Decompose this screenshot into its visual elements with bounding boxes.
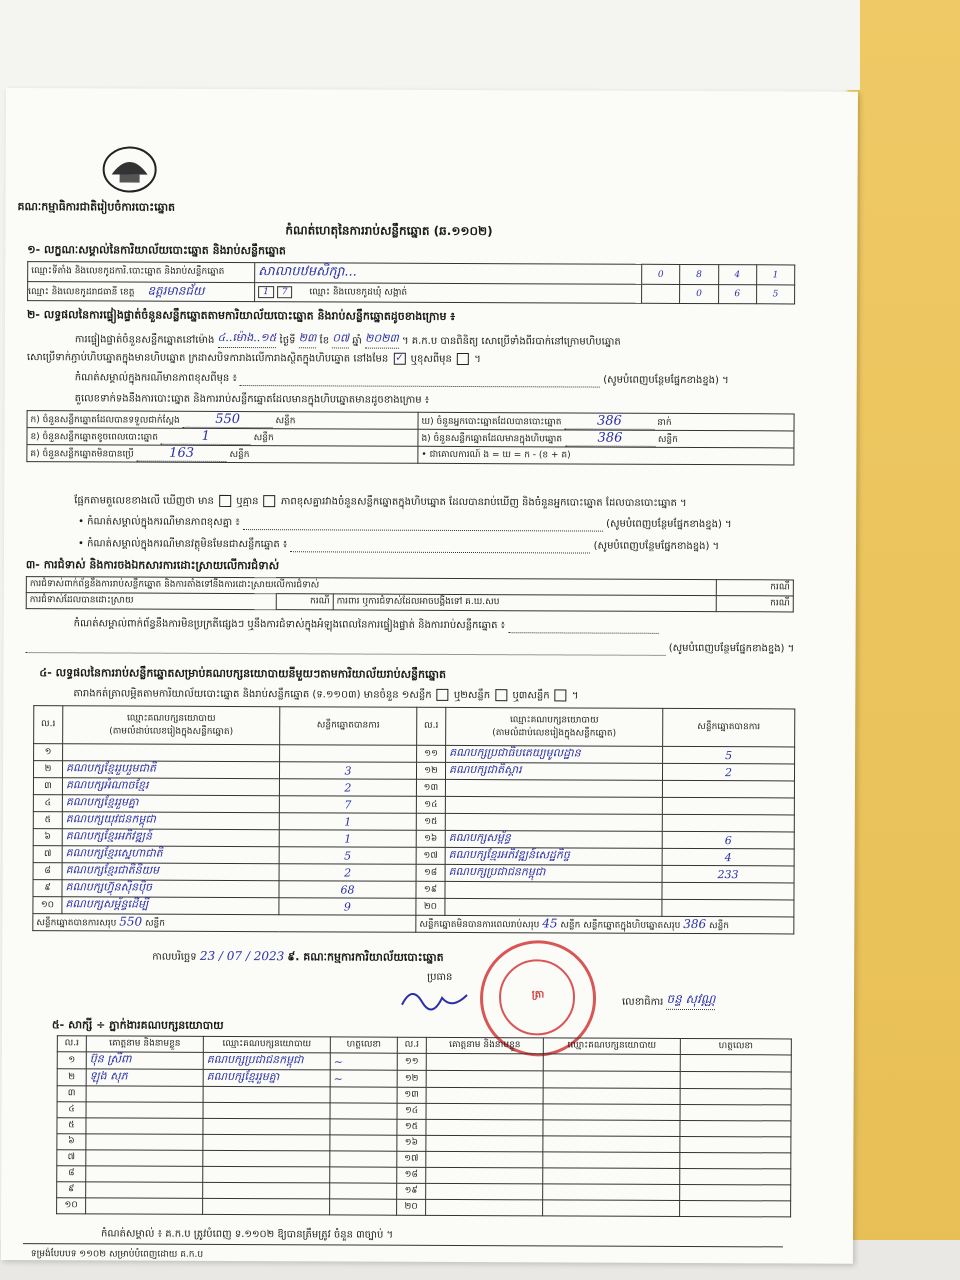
party-name (445, 796, 662, 814)
col-no-left: ល.រ (34, 706, 63, 744)
witness-no: ១៦ (397, 1135, 426, 1151)
footer-text: ទម្រង់បែបបទ ១១០២ សម្រាប់បំពេញដោយ គ.ក.ប (30, 1249, 204, 1260)
party-votes: 2 (279, 779, 416, 797)
count-b-value: 1 (161, 429, 251, 445)
witness-party (203, 1118, 330, 1135)
section3-note (74, 616, 659, 634)
party-no: ៧ (33, 846, 62, 863)
bullet2-hint: (សូមបំពេញបន្ថែមផ្នែកខាងខ្នង) ។ (593, 540, 720, 553)
party-name: គណបក្សហ៊្វុនស៊ិនប៉ិច (62, 880, 279, 898)
witness-name (86, 1118, 203, 1135)
party-name: គណបក្សខ្មែររួមគ្នា (62, 795, 279, 813)
witness-name (426, 1135, 543, 1152)
col-party-left-title: ឈ្មោះគណបក្សនយោបាយ (126, 713, 216, 724)
count-d-value: 386 (564, 413, 654, 429)
line5b-text: ឬគ្មាន (236, 496, 259, 508)
witness-no: ២០ (397, 1199, 426, 1215)
witness-name (426, 1119, 543, 1136)
total-valid-cell (33, 914, 416, 933)
witness-party (203, 1166, 330, 1183)
witness-name (426, 1070, 543, 1088)
witness-name (426, 1183, 543, 1200)
party-votes: 9 (279, 898, 416, 916)
witness-party (203, 1102, 330, 1119)
party-name: គណបក្សប្រជាជនកម្ពុជា (445, 864, 662, 882)
election-committee-logo-icon (102, 144, 158, 194)
section2-line3 (75, 370, 729, 388)
w-col-sign-right: ហត្ថលេខា (680, 1038, 791, 1054)
witness-signature (330, 1199, 397, 1215)
two-sheet-checkbox[interactable] (495, 689, 507, 701)
col-no-right: ល.រ (417, 707, 446, 745)
section1-table (27, 261, 795, 304)
party-no: ១៩ (416, 881, 445, 898)
witness-no: ១១ (397, 1053, 426, 1070)
witness-signature (330, 1151, 397, 1167)
witness-no: ១៧ (397, 1151, 426, 1167)
total-box-value: 386 (683, 916, 707, 932)
bullet2 (78, 536, 719, 554)
total-invalid-unit: សន្លឹក (560, 920, 581, 931)
party-no: ១៨ (416, 864, 445, 881)
row1-value: សាលាបឋមសិក្សា... (258, 264, 357, 280)
counts-row (27, 445, 794, 465)
row1-code-3: 4 (718, 265, 756, 285)
count-c-value: 163 (137, 446, 227, 462)
witness-party (203, 1182, 330, 1199)
total-valid-value: 550 (119, 914, 143, 929)
objection-resolved-unit: ករណី (276, 594, 333, 610)
form-title: កំណត់ហេតុនៃការរាប់សន្លឹកឆ្នោត (ឆ.១១០២) (285, 223, 493, 239)
witness-name (426, 1053, 543, 1071)
witness-no: ១២ (397, 1070, 426, 1087)
witness-no: ១០ (57, 1198, 86, 1214)
count-b-unit: សន្លឹក (253, 433, 274, 444)
date-label: ថ្ងៃទី (279, 335, 296, 347)
party-no: ៦ (33, 829, 62, 846)
party-no: ១០ (33, 897, 62, 914)
election-form-paper (1, 88, 858, 1264)
witness-no: ៧ (57, 1150, 86, 1166)
section2-line4: តួលេខទាក់ទងនឹងការបោះឆ្នោត និងការរាប់សន្លឹកឆ្នោតដែលមានក្នុងហិបឆ្នោតមានដូចខាងក្រោម ៖ (74, 393, 430, 406)
witness-signature (330, 1119, 397, 1135)
count-e-value: 386 (565, 430, 655, 446)
witness-party (203, 1134, 330, 1151)
row1-code-2: 8 (680, 264, 718, 284)
section4-title: ៤- លទ្ធផលនៃការរាប់សន្លឹកឆ្នោតសម្រាប់គណបក្សនយោបាយនីមួយៗតាមការិយាល័យរាប់សន្លឹកឆ្នោត (39, 666, 446, 681)
has-difference-checkbox[interactable] (219, 495, 231, 507)
party-name (445, 898, 662, 916)
party-votes: 1 (279, 813, 416, 831)
party-no: ១៥ (416, 813, 445, 830)
party-votes (662, 882, 794, 900)
witness-name (86, 1150, 203, 1167)
witness-party (543, 1071, 680, 1089)
witness-signature (680, 1184, 791, 1200)
count-c-label: គ) ចំនួនសន្លឹកឆ្នោតមិនបានប្រើ (30, 449, 134, 460)
count-d-label: ឃ) ចំនួនអ្នកបោះឆ្នោតដែលបានបោះឆ្នោត (421, 416, 562, 428)
row2-code2-3: 5 (756, 285, 794, 304)
line5c-text: ភាពខុសគ្នារវាងចំនួនសន្លឹកឆ្នោតក្នុងហិបឆ្នោត ដែលបានរាប់ឃើញ និងចំនួនអ្នកបោះឆ្នោត ដែលបានបោះឆ្នោត ។ (280, 496, 687, 509)
col-votes-left: សន្លឹកឆ្នោតបានការ (280, 707, 417, 746)
party-votes (662, 797, 794, 815)
party-votes: 7 (279, 796, 416, 814)
row1-code-1: 0 (642, 264, 680, 284)
witness-no: ៦ (57, 1134, 86, 1150)
witness-name: ប៊ុន ស្រីពា (86, 1052, 203, 1070)
total-valid-unit: សន្លឹក (144, 918, 166, 929)
w-col-name-right: គោត្តនាម និងនាមខ្លួន (426, 1037, 543, 1054)
party-name (445, 779, 662, 797)
witness-no: ៨ (57, 1166, 86, 1182)
party-name: គណបក្សខ្មែររួបរួមជាតិ (62, 761, 279, 779)
witness-party (543, 1184, 680, 1201)
witness-signature (330, 1087, 397, 1103)
date-value-4: 23 / 07 / 2023 (199, 948, 285, 964)
stamp-text: ត្រា (531, 989, 545, 1001)
witness-signature (680, 1152, 791, 1168)
party-name: គណបក្សខ្មែរអភិវឌ្ឍន៍ (62, 829, 279, 847)
count-b-label: ខ) ចំនួនសន្លឹកឆ្នោតខូចពេលបោះឆ្នោត (30, 432, 158, 443)
party-votes: 2 (662, 763, 794, 781)
objection-row1-unit: ករណី (716, 580, 793, 596)
row2-code-2: 7 (277, 286, 293, 298)
witness-name (426, 1167, 543, 1184)
party-votes: 2 (279, 864, 416, 882)
witness-signature (330, 1103, 397, 1119)
party-no: ១៧ (416, 847, 445, 864)
witness-signature (680, 1200, 791, 1216)
committee-label: ៩. គណៈកម្មការការិយាល័យបោះឆ្នោត (287, 950, 444, 964)
footer-divider (23, 1243, 783, 1247)
total-box-unit: សន្លឹក (708, 921, 730, 932)
party-votes: 68 (279, 881, 416, 899)
witness-no: ១៨ (397, 1167, 426, 1183)
witness-party (543, 1200, 680, 1217)
party-votes: 6 (662, 831, 794, 849)
col-party-right-title: ឈ្មោះគណបក្សនយោបាយ (509, 714, 599, 726)
w-col-sign-left: ហត្ថលេខា (330, 1037, 397, 1053)
party-no: ១២ (416, 762, 445, 779)
day-value: ២៣ (299, 331, 317, 348)
w-col-party-left: ឈ្មោះគណបក្សនយោបាយ (203, 1036, 330, 1053)
ok-label: ឬខុសពីមុន (410, 353, 452, 365)
witness-signature (330, 1135, 397, 1151)
objection-forwarded: ការពារ ឬការជំទាស់ដែលអាចបង្គីងទៅ គ.ឃ.សប (333, 594, 716, 612)
witness-no: ៣ (57, 1086, 86, 1102)
col-party-left (63, 706, 280, 745)
party-no: ៥ (33, 812, 62, 829)
witness-name (86, 1182, 203, 1199)
witness-no: ៥ (57, 1118, 86, 1134)
party-no: ១៤ (416, 796, 445, 813)
date-label-4: កាលបរិច្ឆេទ (152, 951, 197, 963)
objection-resolved: ការជំទាស់ដែលបានដោះស្រាយ (26, 593, 276, 610)
witness-name (86, 1102, 203, 1119)
w-col-party-right: ឈ្មោះគណបក្សនយោបាយ (543, 1038, 680, 1055)
witness-no: ១៣ (397, 1087, 426, 1103)
secretary-signature: ចន្ទ សុវណ្ណ (666, 991, 715, 1010)
witness-party: គណបក្សខ្មែររួមគ្នា (203, 1069, 330, 1087)
witness-name (426, 1151, 543, 1168)
subtitle-text: តារាងកត់ត្រាលម្អិតតាមការិយាល័យបោះឆ្នោត និងរាប់សន្លឹកឆ្នោត (ទ.១១០៣) មានចំនួន ១សន្លឹក (73, 688, 432, 701)
party-name (445, 881, 662, 899)
col-party-right-sub: (តាមលំដាប់លេខរៀងក្នុងសន្លឹកឆ្នោត) (492, 727, 617, 739)
total-box-label: សន្លឹកឆ្នោតក្នុងហិបឆ្នោតសរុប (583, 920, 681, 931)
count-a-label: ក) ចំនួនសន្លឹកឆ្នោតដែលបានទទួលជាក់ស្តែង (30, 415, 180, 426)
line1-text: ការផ្ទៀងផ្ទាត់ចំនួនសន្លឹកឆ្នោតនៅម៉ោង (74, 334, 215, 346)
fill-hint: (សូមបំពេញបន្ថែមផ្នែកខាងខ្នង) ។ (603, 374, 729, 387)
witness-signature: ~ (330, 1070, 397, 1087)
section3-fill-hint: (សូមបំពេញបន្ថែមផ្នែកខាងខ្នង) ។ (668, 642, 795, 655)
chair-label: ប្រធាន (427, 971, 453, 983)
col-party-left-sub: (តាមលំដាប់លេខរៀងក្នុងសន្លឹកឆ្នោត) (109, 725, 234, 737)
witness-name (86, 1166, 203, 1183)
witness-no: ១ (57, 1052, 86, 1069)
secretary-label: លេខាធិការ (621, 996, 664, 1008)
party-name: គណបក្សសម្ព័ន្ធដើម្បី (62, 897, 279, 915)
witness-no: ២ (57, 1069, 86, 1086)
w-col-no-left: ល.រ (57, 1036, 86, 1052)
yellow-wall (860, 0, 960, 1280)
witness-party (543, 1088, 680, 1105)
witness-signature (330, 1167, 397, 1183)
witness-party (543, 1054, 680, 1072)
witness-name (86, 1086, 203, 1103)
total-valid-label: សន្លឹកឆ្នោតបានការសរុប (36, 918, 117, 929)
witness-party (543, 1152, 680, 1169)
col-votes-right: សន្លឹកឆ្នោតបានការ (663, 708, 795, 747)
witness-signature (330, 1183, 397, 1199)
party-votes (662, 814, 794, 832)
count-a-unit: សន្លឹក (275, 416, 296, 427)
committee-name: គណៈកម្មាធិការជាតិរៀបចំការបោះឆ្នោត (17, 200, 176, 214)
witness-party (543, 1120, 680, 1137)
objections-table (26, 576, 794, 612)
one-sheet-checkbox[interactable] (437, 689, 449, 701)
party-votes: 233 (662, 865, 794, 883)
section2-line5 (74, 493, 686, 511)
witness-signature (680, 1136, 791, 1152)
witness-party (543, 1104, 680, 1121)
witness-name (86, 1198, 203, 1215)
witness-party (203, 1086, 330, 1103)
witness-party (203, 1150, 330, 1167)
party-no: ១៦ (416, 830, 445, 847)
witness-signature (680, 1120, 791, 1136)
party-name (63, 744, 280, 762)
year-label: ឆ្នាំ (352, 335, 362, 347)
witness-name: ឡុង សុភ (86, 1069, 203, 1087)
witness-row (57, 1198, 791, 1217)
party-results-table (32, 705, 795, 934)
total-invalid-label: សន្លឹកឆ្នោតមិនបានការពេលរាប់សរុប (419, 919, 540, 931)
party-votes: 3 (279, 762, 416, 780)
witness-name (86, 1134, 203, 1151)
party-name: គណបក្សជាតិស្តារ (445, 762, 662, 780)
bullet1-hint: (សូមបំពេញបន្ថែមផ្នែកខាងខ្នង) ។ (606, 518, 732, 531)
witness-party: គណបក្សប្រជាជនកម្ពុជា (203, 1052, 330, 1070)
count-c-unit: សន្លឹក (229, 449, 250, 461)
objection-forwarded-unit: ករណី (716, 596, 793, 612)
witness-signature (680, 1071, 791, 1088)
total-invalid-cell (416, 915, 794, 934)
party-no: ២០ (416, 898, 445, 915)
witness-party (203, 1198, 330, 1215)
witness-signature: ~ (330, 1053, 397, 1070)
party-votes: 5 (663, 746, 795, 764)
row2-value: ឧត្តរមានជ័យ (147, 283, 205, 298)
col-party-right (446, 707, 663, 746)
wall-background (0, 0, 960, 90)
line1-tail: ។ គ.ក.ប បានពិនិត្យ សោប្រើទាំងពីរបាក់នៅក្រោមហិបឆ្នោត (401, 335, 621, 348)
witness-name (426, 1087, 543, 1104)
witness-no: ៩ (57, 1182, 86, 1198)
witness-no: ១៥ (397, 1119, 426, 1135)
total-invalid-value: 45 (542, 916, 558, 931)
footnote: កំណត់សម្គាល់ ៖ គ.ក.ប ត្រូវបំពេញ ទ.១១០២ ឱ្យបានត្រឹមត្រូវ ចំនួន ៣ច្បាប់ ។ (100, 1228, 394, 1241)
party-name: គណបក្សខ្មែរអភិវឌ្ឍន៍សេដ្ឋកិច្ច (445, 847, 662, 865)
no-difference-checkbox[interactable] (264, 495, 276, 507)
w-col-name-left: គោត្តនាម និងនាមខ្លួន (86, 1036, 203, 1053)
line2-text: សោប្រើទាក់ភ្ជាប់ហិបឆ្នោតក្នុងមានហិបឆ្នោត ក្រដាសបិទការាងលើការាងស្ថិតក្នុងហិបឆ្នោត នៅងមែន (26, 352, 389, 365)
witness-signature (680, 1168, 791, 1184)
section1-title: ១- លក្ខណៈសម្គាល់នៃការិយាល័យបោះឆ្នោត និងរាប់សន្លឹកឆ្នោត (27, 243, 286, 258)
witness-party (543, 1168, 680, 1185)
count-d-unit: នាក់ (657, 417, 672, 428)
witness-signature (680, 1054, 791, 1071)
row2-label: ឈ្មោះ និងលេខកូដរាជធានី ខេត្ត (28, 287, 135, 298)
party-votes (662, 899, 794, 917)
party-no: ៩ (33, 880, 62, 897)
party-no: ៤ (33, 795, 62, 812)
party-no: ១១ (417, 745, 446, 762)
party-no: ២ (33, 761, 62, 778)
bullet2-text: • កំណត់សម្គាល់ក្នុងករណីមានវត្ថុមិនមែនជាសន្លឹកឆ្នោត ៖ (77, 538, 288, 551)
section3-title: ៣- ការជំទាស់ និងការចងឯកសារការដោះស្រាយលើការជំទាស់ (25, 558, 280, 573)
party-name: គណបក្សអំណាចខ្មែរ (62, 778, 279, 796)
line3-text: កំណត់សម្គាល់ក្នុងករណីមានភាពខុសពីមុន ៖ (74, 372, 237, 385)
party-votes (280, 745, 417, 763)
row1-code-4: 1 (756, 265, 794, 285)
row2-code2-2: 6 (718, 285, 756, 304)
party-name: គណបក្សសម្ព័ន្ធ (445, 830, 662, 848)
section2-line1 (75, 330, 621, 349)
three-sheet-checkbox[interactable] (555, 689, 567, 701)
section2-title: ២- លទ្ធផលនៃការផ្ទៀងផ្ទាត់ចំនួនសន្លឹកឆ្នោតតាមការិយាល័យបោះឆ្នោត និងរាប់សន្លឹកឆ្នោតដូចខាងក្រោម ៖ (26, 308, 456, 323)
time-value: ៤..ម៉ោង..១៥ (218, 331, 277, 348)
w-col-no-right: ល.រ (397, 1037, 426, 1053)
sub-or2: ឬ៣សន្លឹក (512, 690, 550, 702)
witness-signature (680, 1088, 791, 1104)
row2-code2-1: 0 (680, 284, 718, 303)
counts-table (26, 410, 794, 465)
party-name: គណបក្សប្រជាធិបតេយ្យមូលដ្ឋាន (446, 745, 663, 763)
witness-party (543, 1136, 680, 1153)
witness-no: ៤ (57, 1102, 86, 1118)
party-no: ១៣ (416, 779, 445, 796)
section4-date (152, 949, 443, 967)
party-name: គណបក្សយុវជនកម្ពុជា (62, 812, 279, 830)
line5-text: ផ្អែកតាមតួលេខខាងលើ ឃើញថា មាន (74, 495, 214, 507)
party-votes: 5 (279, 847, 416, 865)
witness-name (426, 1199, 543, 1216)
count-e-unit: សន្លឹក (657, 434, 678, 445)
party-votes: 1 (279, 830, 416, 848)
section5-title: ៥- សាក្សី ÷ ភ្នាក់ងារគណបក្សនយោបាយ (51, 1018, 224, 1032)
formula-note: • ជាគោលការណ៍ ង = ឃ = ក - (ខ + គ) (421, 449, 571, 460)
party-no: ៨ (33, 863, 62, 880)
row1-label: ឈ្មោះទីតាំង និងលេខកូដការិ.បោះឆ្នោត និងរាប់សន្លឹកឆ្នោត (28, 262, 255, 283)
bullet1 (78, 514, 732, 532)
year-value: ២០២៣ (365, 332, 399, 349)
row2-code-1: 1 (258, 286, 274, 298)
section3-note-text: កំណត់សម្គាល់ពាក់ព័ន្ធនឹងការមិនប្រក្រតីផ្សេងៗ ឬនឹងការជំទាស់ក្នុងអំឡុងពេលនៃការផ្ទៀងផ្ទាត់ និងការរាប់សន្លឹកឆ្នោត ៖ (73, 618, 506, 632)
unchecked-checkbox[interactable] (457, 353, 469, 365)
chair-signature-icon (397, 980, 477, 1020)
witness-signature (680, 1104, 791, 1120)
checked-checkbox[interactable]: ✓ (395, 352, 404, 364)
bullet1-text: • កំណត់សម្គាល់ក្នុងករណីមានភាពខុសគ្នា ៖ (78, 516, 240, 529)
party-name (445, 813, 662, 831)
party-no: ១ (34, 744, 63, 761)
party-votes: 4 (662, 848, 794, 866)
count-a-value: 550 (183, 412, 273, 428)
witness-table (56, 1035, 792, 1217)
month-value: ០៧ (332, 331, 349, 348)
witness-name (426, 1103, 543, 1120)
party-votes (662, 780, 794, 798)
sub-or1: ឬ២សន្លឹក (453, 689, 491, 702)
secretary (622, 991, 715, 1010)
witness-no: ១៩ (397, 1183, 426, 1199)
party-name: គណបក្សខ្មែរស្នេហាជាតិ (62, 846, 279, 864)
party-name: គណបក្សខ្មែរជាតិនិយម (62, 863, 279, 881)
row2-label2: ឈ្មោះ និងលេខកូដឃុំ សង្កាត់ (309, 286, 408, 298)
section3-fill (26, 638, 795, 656)
witness-no: ១៤ (397, 1103, 426, 1119)
month-label: ខែ (319, 335, 330, 347)
section2-line2: សោប្រើទាក់ភ្ជាប់ហិបឆ្នោតក្នុងមានហិបឆ្នោត ក្រដាសបិទការាងលើការាងស្ថិតក្នុងហិបឆ្នោត នៅងមែន ✓ ឬខុសពីមុន ។ (26, 352, 481, 366)
section4-subtitle: តារាងកត់ត្រាលម្អិតតាមការិយាល័យបោះឆ្នោត និងរាប់សន្លឹកឆ្នោត (ទ.១១០៣) មានចំនួន ១សន្លឹក ឬ២សន្លឹក ឬ៣សន្លឹក ។ (73, 688, 579, 702)
count-e-label: ង) ចំនួនសន្លឹកឆ្នោតដែលមានក្នុងហិបឆ្នោត (421, 433, 563, 445)
party-no: ៣ (33, 778, 62, 795)
objection-row1: ការជំទាស់ពាក់ព័ន្ធនឹងការរាប់សន្លឹកឆ្នោត និងការតាំងទៅនឹងការដោះស្រាយលើការជំទាស់ (26, 577, 716, 596)
